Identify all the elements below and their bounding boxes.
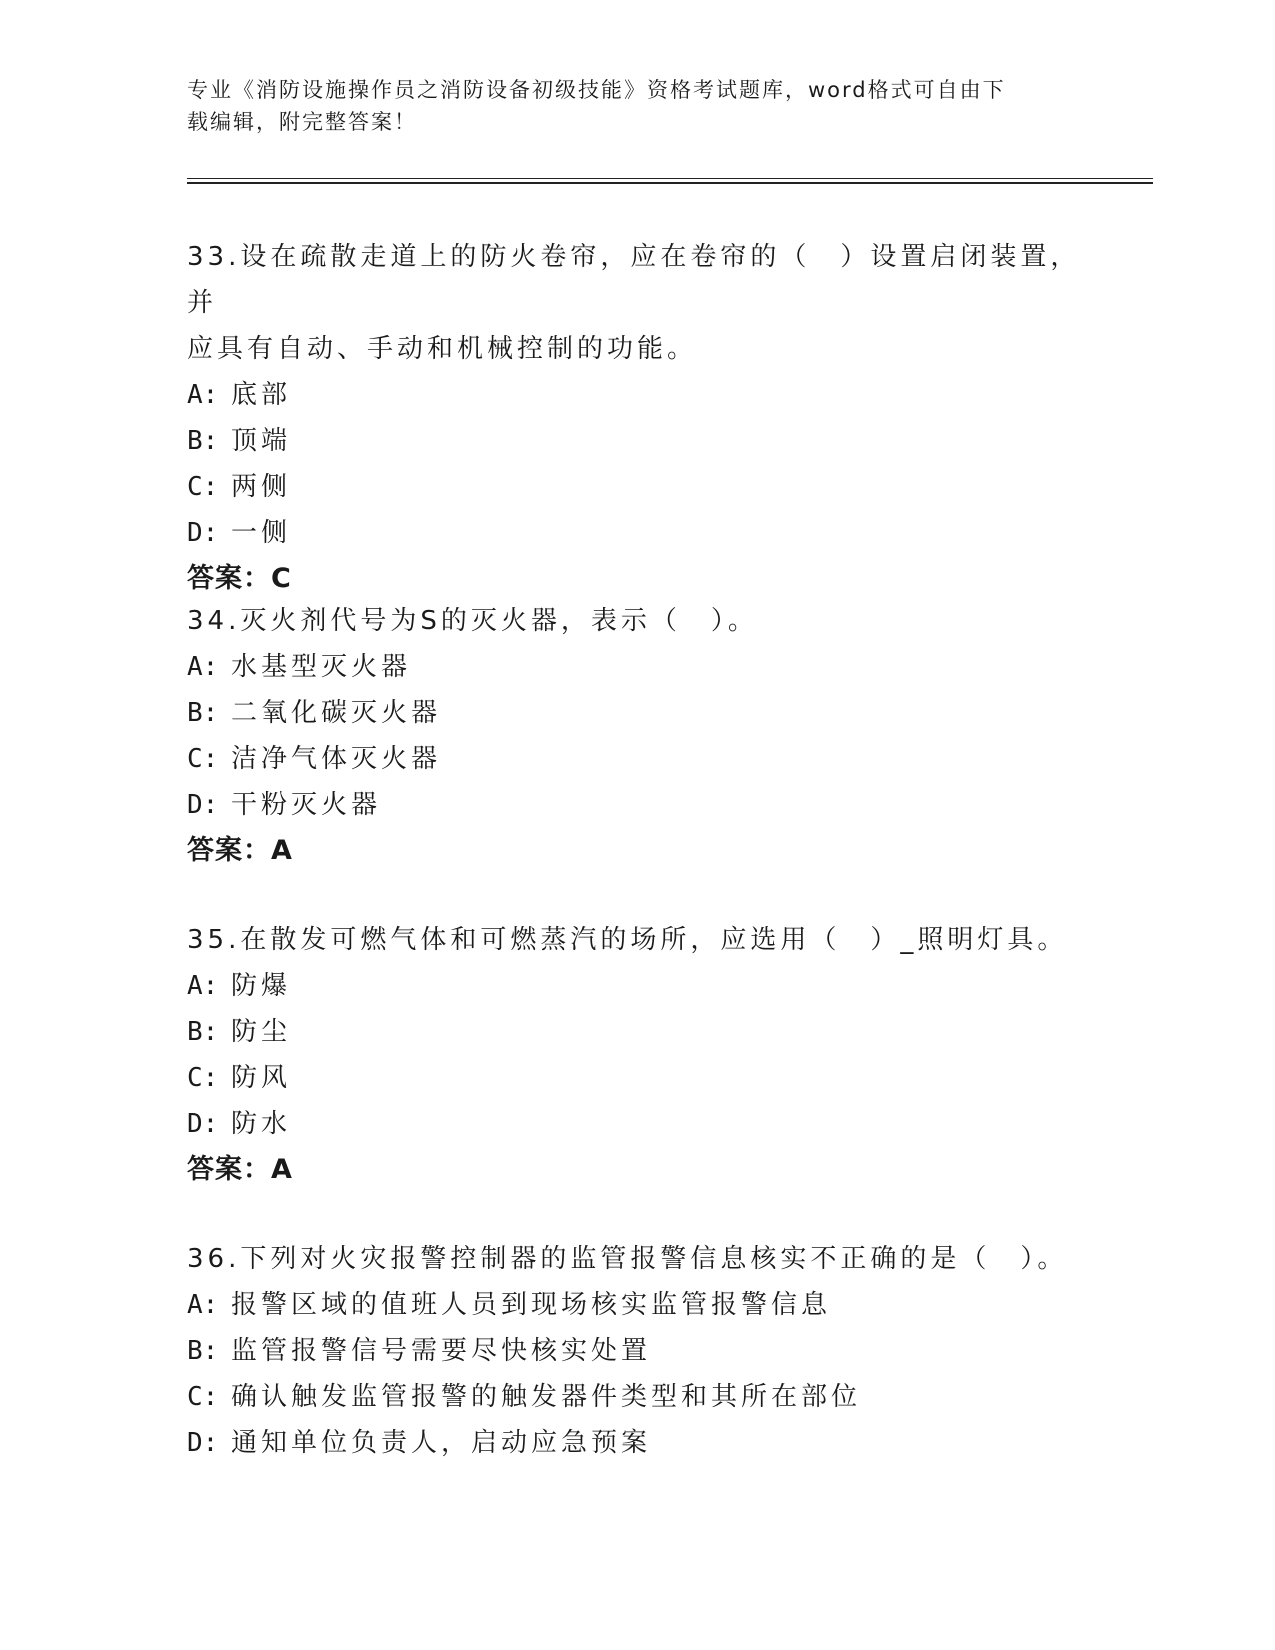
option-text: 通知单位负责人，启动应急预案 — [231, 1428, 652, 1458]
header-line-2: 载编辑，附完整答案！ — [187, 110, 417, 134]
option-text: 二氧化碳灭火器 — [231, 698, 442, 728]
option-a — [187, 963, 1087, 1009]
option-b — [187, 418, 1087, 464]
option-c — [187, 1055, 1087, 1101]
question-33 — [187, 234, 1087, 602]
option-key: C: — [187, 472, 219, 502]
answer-label: 答案：C — [187, 563, 292, 594]
header-divider-top — [187, 178, 1153, 179]
option-key: B: — [187, 698, 219, 728]
option-text: 防风 — [231, 1063, 292, 1093]
option-text: 确认触发监管报警的触发器件类型和其所在部位 — [231, 1382, 862, 1412]
question-35 — [187, 917, 1087, 1193]
option-b — [187, 1328, 1087, 1374]
header-divider-bottom — [187, 182, 1153, 184]
option-a — [187, 372, 1087, 418]
option-b — [187, 690, 1087, 736]
option-text: 防尘 — [231, 1017, 292, 1047]
question-text-line: 34.灭火剂代号为S的灭火器，表示（ ）。 — [187, 606, 758, 636]
option-c — [187, 464, 1087, 510]
option-text: 防爆 — [231, 971, 292, 1001]
option-text: 顶端 — [231, 426, 292, 456]
option-d — [187, 782, 1087, 828]
option-key: C: — [187, 744, 219, 774]
option-key: C: — [187, 1063, 219, 1093]
option-key: B: — [187, 1336, 219, 1366]
option-d — [187, 1420, 1087, 1466]
option-b — [187, 1009, 1087, 1055]
question-text-line: 35.在散发可燃气体和可燃蒸汽的场所，应选用（ ）_照明灯具。 — [187, 925, 1068, 955]
option-text: 底部 — [231, 380, 292, 410]
option-a — [187, 1282, 1087, 1328]
question-34 — [187, 598, 1087, 874]
option-text: 水基型灭火器 — [231, 652, 412, 682]
option-d — [187, 510, 1087, 556]
header-line-1: 专业《消防设施操作员之消防设备初级技能》资格考试题库，word格式可自由下 — [187, 78, 1006, 102]
option-key: A: — [187, 1290, 219, 1320]
option-key: B: — [187, 426, 219, 456]
question-36 — [187, 1236, 1087, 1466]
question-text-line: 36.下列对火灾报警控制器的监管报警信息核实不正确的是（ ）。 — [187, 1244, 1068, 1274]
option-text: 干粉灭火器 — [231, 790, 382, 820]
option-d — [187, 1101, 1087, 1147]
document-header — [187, 74, 1067, 138]
option-c — [187, 736, 1087, 782]
option-text: 防水 — [231, 1109, 292, 1139]
option-key: A: — [187, 971, 219, 1001]
question-text-line: 应具有自动、手动和机械控制的功能。 — [187, 334, 698, 364]
option-key: D: — [187, 1428, 219, 1458]
option-key: A: — [187, 380, 219, 410]
option-text: 报警区域的值班人员到现场核实监管报警信息 — [231, 1290, 832, 1320]
option-text: 两侧 — [231, 472, 292, 502]
option-key: D: — [187, 790, 219, 820]
option-key: B: — [187, 1017, 219, 1047]
option-text: 监管报警信号需要尽快核实处置 — [231, 1336, 652, 1366]
answer-label: 答案：A — [187, 1154, 293, 1185]
question-text-line: 33.设在疏散走道上的防火卷帘，应在卷帘的（ ）设置启闭装置，并 — [187, 242, 1081, 318]
option-text: 洁净气体灭火器 — [231, 744, 442, 774]
option-key: C: — [187, 1382, 219, 1412]
option-text: 一侧 — [231, 518, 292, 548]
option-c — [187, 1374, 1087, 1420]
option-key: A: — [187, 652, 219, 682]
option-key: D: — [187, 518, 219, 548]
option-a — [187, 644, 1087, 690]
option-key: D: — [187, 1109, 219, 1139]
answer-label: 答案：A — [187, 835, 293, 866]
